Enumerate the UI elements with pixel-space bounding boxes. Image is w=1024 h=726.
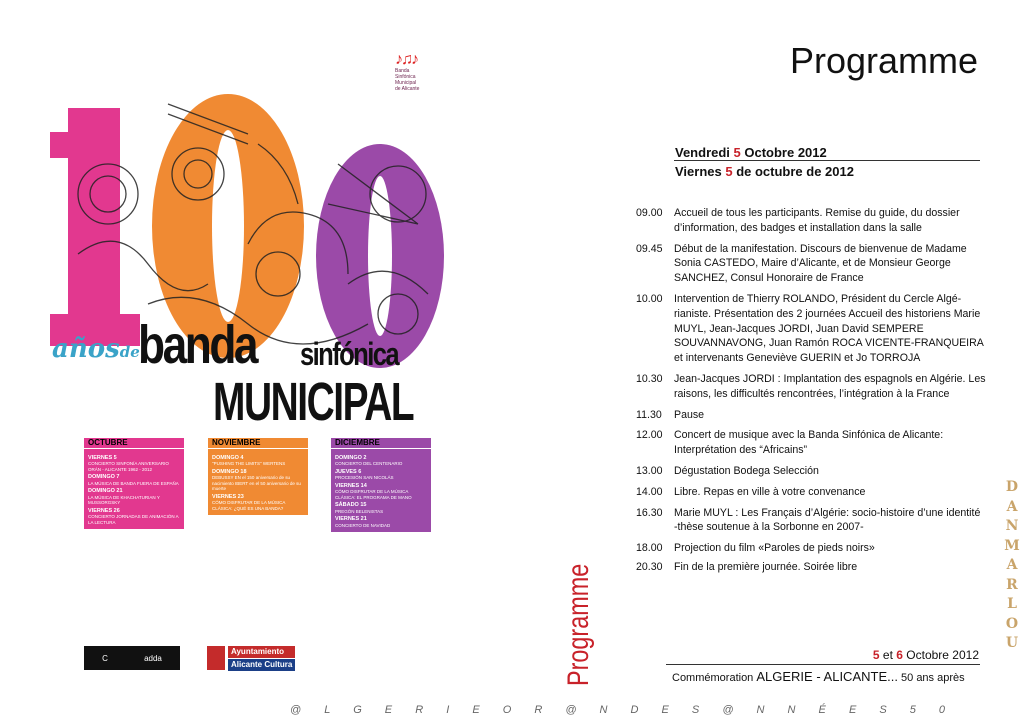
logo-line: de Alicante: [395, 86, 420, 92]
date-es-post: de octubre de 2012: [732, 164, 854, 179]
month-events: [208, 449, 308, 516]
alicante-cultura-label: Alicante Cultura: [228, 659, 295, 671]
schedule-text: Dégustation Bodega Selección: [674, 464, 819, 477]
schedule-time: 20.30: [636, 560, 663, 573]
footer-day-1: 5: [872, 648, 880, 662]
event-day: DOMINGO 4: [212, 454, 244, 461]
sinfonica-word: sinfónica: [300, 336, 398, 372]
footer-dates: [873, 648, 979, 662]
de-word: de: [119, 343, 140, 361]
event-title: CONCIERTO SINFONÍA ANIVERSARIO ORÁN - ALICANTE 1962 - 2012: [88, 461, 169, 472]
schedule-time: 09.00: [636, 207, 663, 219]
concert-poster: [48, 44, 470, 684]
sponsor-logos-left: [84, 646, 180, 670]
month-header: NOVIEMBRE: [208, 438, 308, 449]
vertical-programme-title: Programme: [562, 563, 595, 686]
schedule-time: 10.30: [636, 372, 663, 385]
month-header: DICIEMBRE: [331, 438, 431, 449]
schedule-time: 13.00: [636, 464, 663, 477]
signature-letter: N: [1005, 518, 1019, 534]
schedule-row: [636, 372, 986, 402]
footer-day-2: 6: [896, 648, 903, 662]
side-vertical-signature: [1002, 478, 1022, 654]
signature-letter: D: [1005, 479, 1019, 495]
date-es-pre: Viernes: [675, 164, 726, 179]
logo-line: Banda: [395, 68, 410, 74]
schedule-time: 09.45: [636, 242, 663, 255]
schedule-time: 18.00: [636, 542, 663, 555]
page-title: Programme: [789, 40, 978, 81]
schedule-text: Projection du film «Paroles de pieds noirs»: [674, 542, 875, 555]
event-day: JUEVES 6: [335, 468, 362, 475]
event-title: LA MÚSICA DE BANDA FUERA DE ESPAÑA: [88, 480, 179, 486]
date-fr-pre: Vendredi: [675, 145, 734, 160]
anos-word: años: [52, 334, 120, 364]
schedule-text: Marie MUYL : Les Français d’Algérie: socio-histoire d’une identité -thèse soutenue à la Sorbonne en 2007-: [674, 506, 981, 534]
schedule-text: Concert de musique avec la Banda Sinfónica de Alicante: Interprétation des “Africains”: [674, 429, 944, 457]
divider: [666, 664, 980, 665]
month-column-noviembre: [208, 438, 308, 515]
signature-letter: O: [1005, 615, 1019, 632]
sponsor-c-logo: C: [102, 653, 108, 663]
event-title: PREGÓN BELENISTAS: [335, 508, 384, 514]
anos-text: [52, 334, 140, 364]
signature-letter: U: [1005, 635, 1019, 651]
event-day: VIERNES 14: [335, 482, 367, 489]
event-day: VIERNES 5: [88, 454, 117, 461]
event-day: DOMINGO 2: [335, 454, 367, 461]
schedule-row: [636, 242, 986, 286]
month-events: [84, 449, 184, 530]
event-day: SÁBADO 15: [335, 502, 367, 508]
banda-word: banda: [138, 315, 257, 375]
event-day: VIERNES 23: [212, 493, 244, 500]
schedule-row: [636, 464, 986, 479]
schedule-time: 11.30: [636, 408, 662, 421]
schedule-row: [636, 506, 986, 536]
footer-commemoration: [672, 669, 965, 684]
event-day: DOMINGO 21: [88, 488, 123, 494]
poster-100-graphic: [48, 44, 470, 684]
schedule-list: [636, 206, 986, 581]
comm-post: 50 ans après: [897, 672, 965, 684]
schedule-text: Fin de la première journée. Soirée libre: [674, 560, 858, 573]
schedule-text: Intervention de Thierry ROLANDO, Président du Cercle Algé- rianiste. Présentation des 2 journées Accueil des historiens Marie MUYL, Jean-Jacques JORDI, Juan David SEMPERE SOUVANNAVONG, Juan Ramón ROCA VICENTE-FRANQUEIRA et intervenants Geneviève GUERIN et Jo TORROJA: [674, 292, 984, 365]
ayuntamiento-label: Ayuntamiento: [228, 646, 295, 658]
schedule-text: Pause: [674, 408, 705, 421]
ayuntamiento-logo: [207, 642, 309, 674]
date-heading-es: [675, 164, 854, 179]
event-day: VIERNES 21: [335, 516, 367, 522]
event-title: CONCIERTO JORNADAS DE ANIMACIÓN A LA LECTURA: [88, 514, 179, 525]
schedule-time: 12.00: [636, 429, 663, 442]
event-title: CONCIERTO DEL CENTENARIO: [335, 461, 403, 466]
date-heading-fr: [675, 145, 827, 160]
event-title: "PUSHING THE LIMITS" WERTENS: [212, 461, 286, 466]
month-events: [331, 449, 431, 533]
schedule-row: [636, 485, 986, 500]
banda-logo: [395, 52, 455, 98]
event-title: CÓMO DISFRUTAR DE LA MÚSICA CLÁSICA: ¿QUÉ ES UNA BANDA?: [212, 500, 286, 511]
schedule-row: [636, 541, 986, 556]
logo-line: Sinfónica: [395, 74, 416, 80]
event-title: PROCESIÓN SAN NICOLÁS: [335, 475, 394, 480]
comm-pre: Commémoration: [672, 672, 757, 684]
schedule-row: [636, 408, 986, 423]
month-column-octubre: [84, 438, 184, 529]
digit-zero-orange-hole: [212, 130, 244, 322]
event-title: CÓMO DISFRUTAR DE LA MÚSICA CLÁSICA: EL PROGRAMA DE MANO: [335, 489, 412, 500]
event-day: VIERNES 26: [88, 507, 120, 514]
signature-letter: L: [1007, 596, 1017, 612]
event-title: DEBUSSY EN el 150 aniversario de su nacimiento IBERT en el 50 aniversario de su muerte: [212, 475, 301, 491]
event-day: DOMINGO 18: [212, 468, 247, 475]
signature-letter: A: [1006, 498, 1018, 515]
schedule-text: Accueil de tous les participants. Remise du guide, du dossier d’information, des badges et installation dans la salle: [674, 207, 960, 234]
schedule-time: 10.00: [636, 292, 663, 305]
schedule-time: 14.00: [636, 485, 663, 498]
schedule-row: [636, 428, 986, 458]
schedule-time: 16.30: [636, 506, 663, 519]
month-column-diciembre: [331, 438, 431, 532]
municipal-word: MUNICIPAL: [213, 372, 414, 432]
divider: [674, 160, 980, 161]
footer-month: Octobre 2012: [902, 648, 979, 662]
schedule-row: [636, 206, 986, 236]
schedule-text: Libre. Repas en ville à votre convenance: [674, 485, 866, 498]
event-day: DOMINGO 7: [88, 474, 120, 480]
digit-one-stem: [68, 108, 120, 346]
footer-et: et: [879, 648, 897, 662]
bottom-band-text: @ L G E R I E O R @ N D E S @ N N É E S 5 0: [290, 704, 956, 716]
date-fr-num: 5: [733, 145, 741, 160]
date-es-num: 5: [725, 164, 733, 179]
signature-letter: A: [1006, 557, 1018, 573]
sponsor-adda-logo: adda: [144, 653, 162, 663]
schedule-text: Jean-Jacques JORDI : Implantation des espagnols en Algérie. Les raisons, les difficultés rencontrées, l’intégration à la France: [674, 372, 986, 400]
logo-line: Municipal: [395, 80, 417, 86]
digit-zero-purple-hole: [368, 176, 392, 336]
schedule-row: [636, 560, 986, 575]
signature-letter: R: [1006, 576, 1018, 593]
music-notes-icon: ♪♫♪: [395, 51, 417, 68]
schedule-row: [636, 292, 986, 366]
shield-icon: [207, 646, 225, 670]
event-title: LA MÚSICA DE KHACHATURIAN Y MUSSORGSKY: [88, 494, 160, 505]
signature-letter: M: [1004, 537, 1020, 554]
month-header: OCTUBRE: [84, 438, 184, 449]
schedule-text: Début de la manifestation. Discours de bienvenue de Madame Sonia CASTEDO, Maire d’Alicante, et de Monsieur George SANCHEZ, Consul Honoraire de France: [674, 242, 967, 285]
comm-main: ALGERIE - ALICANTE...: [756, 669, 898, 684]
event-title: CONCIERTO DE NAVIDAD: [335, 522, 391, 528]
date-fr-post: Octobre 2012: [740, 145, 827, 160]
